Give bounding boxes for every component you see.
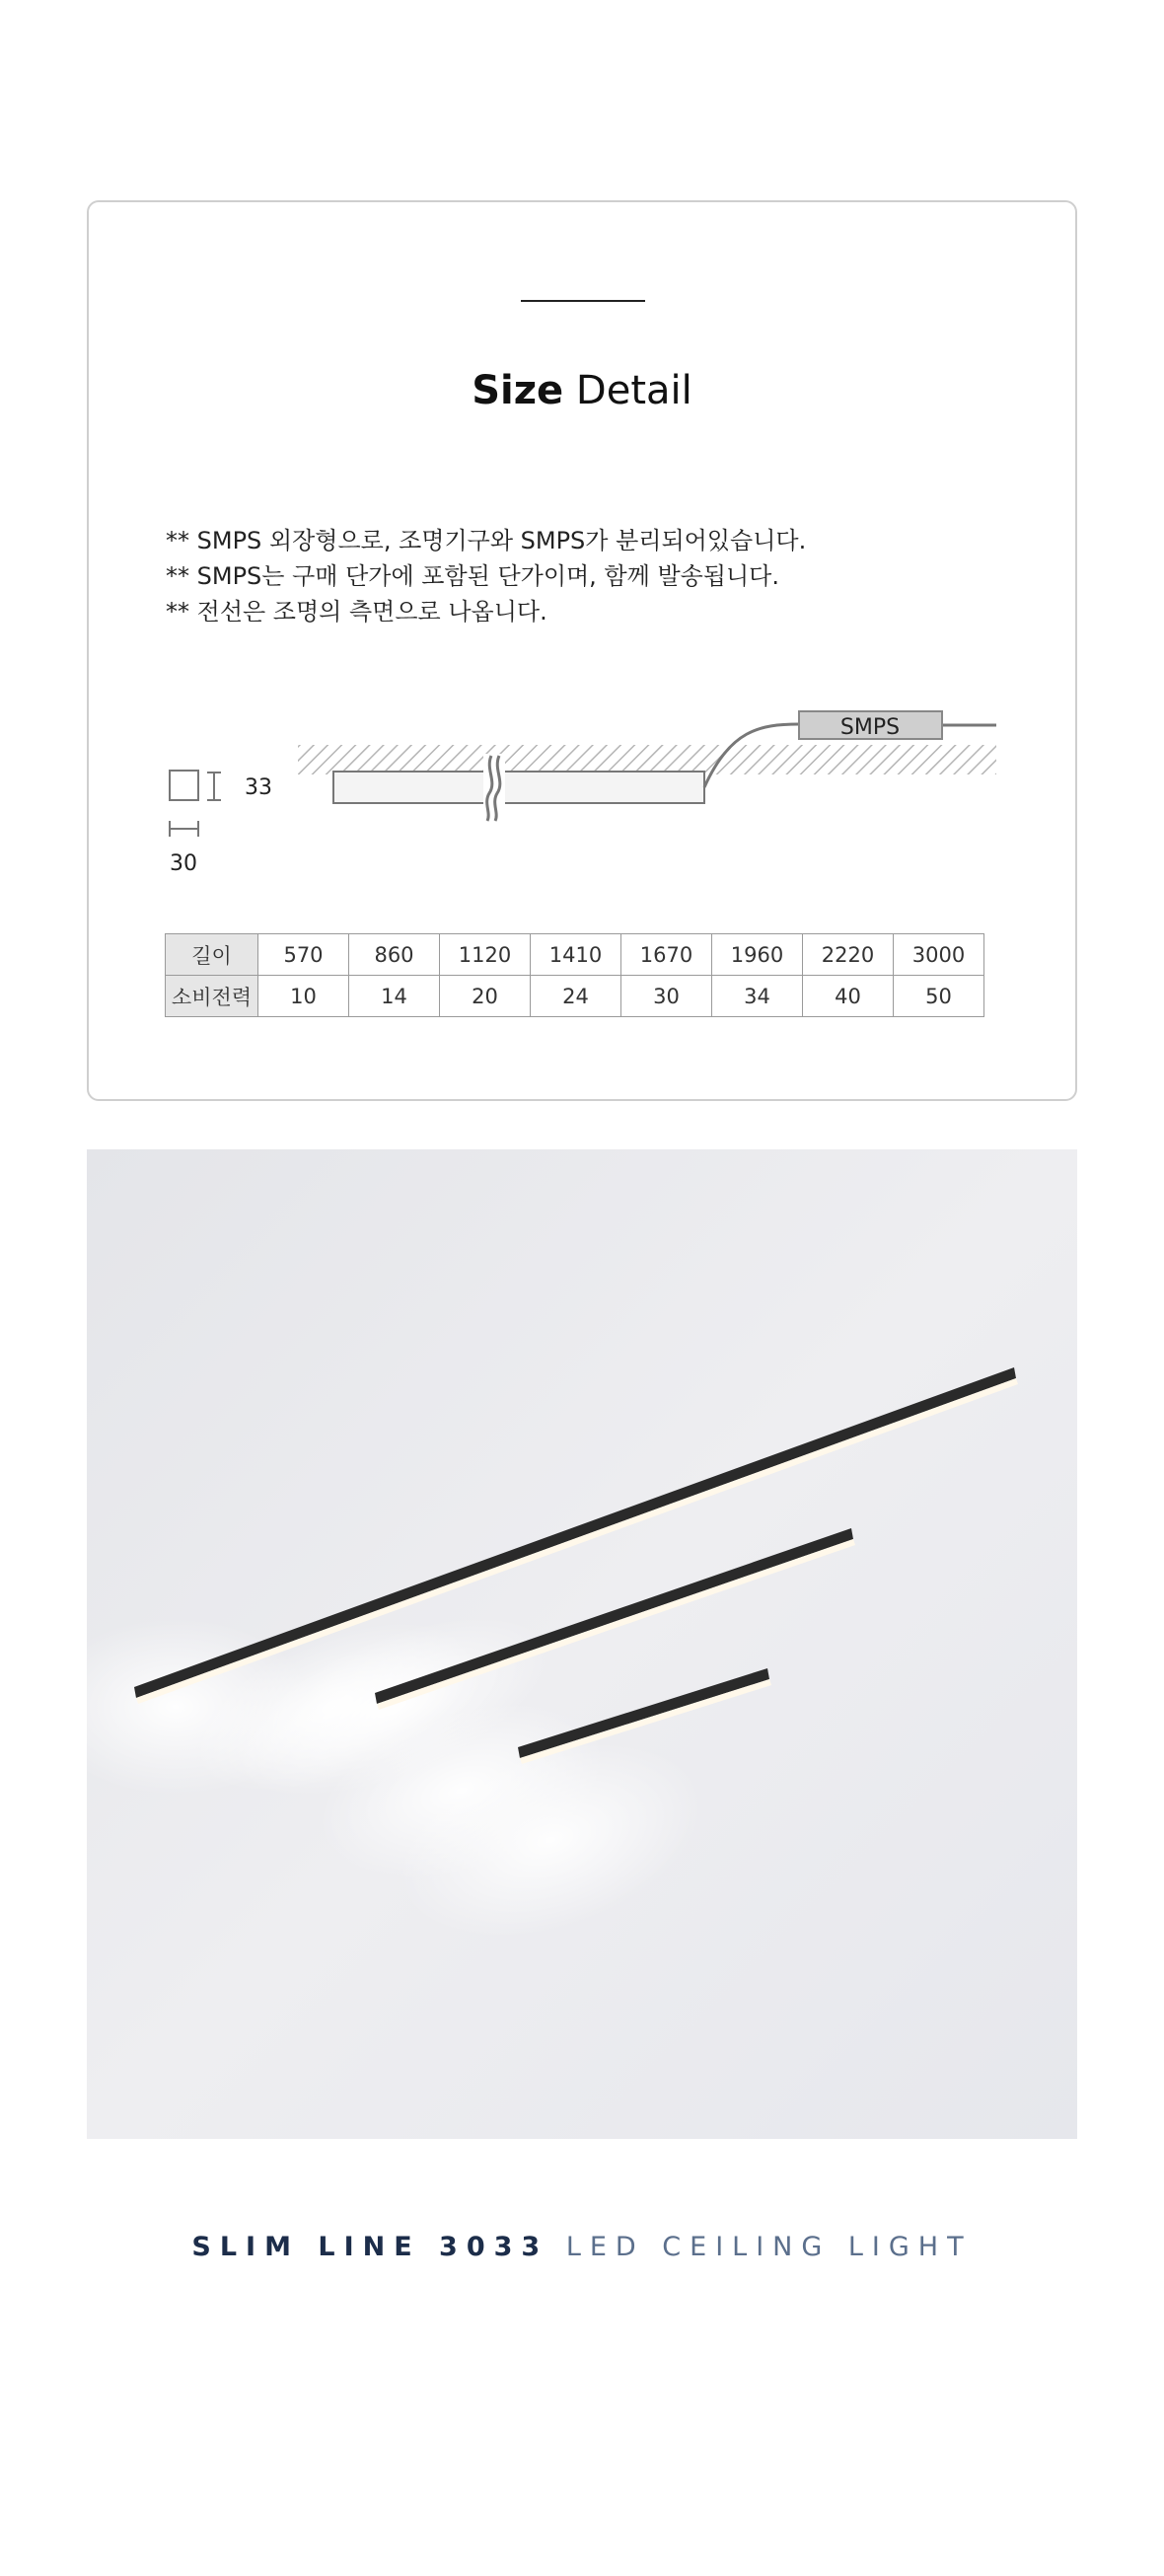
size-diagram — [158, 691, 1006, 888]
length-cell: 1960 — [712, 934, 803, 976]
note-line: ** SMPS는 구매 단가에 포함된 단가이며, 함께 발송됩니다. — [166, 562, 779, 590]
ceiling-hatch — [298, 745, 996, 774]
height-label: 33 — [245, 775, 272, 800]
length-cell: 570 — [258, 934, 349, 976]
table-row — [166, 976, 984, 1017]
product-name: SLIM LINE 3033 — [191, 2232, 549, 2262]
profile-section-icon — [170, 771, 198, 800]
section-title — [0, 363, 1164, 418]
smps-label: SMPS — [839, 715, 901, 740]
length-cell: 1670 — [621, 934, 712, 976]
power-cell: 40 — [803, 976, 894, 1017]
spec-table — [165, 933, 984, 1017]
note-line: ** SMPS 외장형으로, 조명기구와 SMPS가 분리되어있습니다. — [166, 527, 807, 554]
length-cell: 2220 — [803, 934, 894, 976]
length-header: 길이 — [166, 934, 258, 976]
power-cell: 20 — [440, 976, 531, 1017]
section-title-bold: Size — [472, 368, 564, 413]
power-cell: 24 — [531, 976, 621, 1017]
product-caption — [0, 2232, 1164, 2262]
length-cell: 3000 — [894, 934, 984, 976]
length-cell: 860 — [349, 934, 440, 976]
width-label: 30 — [170, 851, 197, 876]
power-cell: 50 — [894, 976, 984, 1017]
power-header: 소비전력 — [166, 976, 258, 1017]
power-cell: 34 — [712, 976, 803, 1017]
title-rule — [521, 300, 645, 302]
light-body-outline — [333, 772, 704, 803]
power-cell: 10 — [258, 976, 349, 1017]
note-line: ** 전선은 조명의 측면으로 나옵니다. — [166, 598, 547, 626]
product-type: LED CEILING LIGHT — [565, 2232, 973, 2262]
length-cell: 1120 — [440, 934, 531, 976]
power-cell: 30 — [621, 976, 712, 1017]
length-cell: 1410 — [531, 934, 621, 976]
power-cell: 14 — [349, 976, 440, 1017]
section-title-regular: Detail — [563, 368, 692, 413]
table-row — [166, 934, 984, 976]
notes-list — [166, 523, 806, 629]
product-photo — [87, 1149, 1077, 2139]
